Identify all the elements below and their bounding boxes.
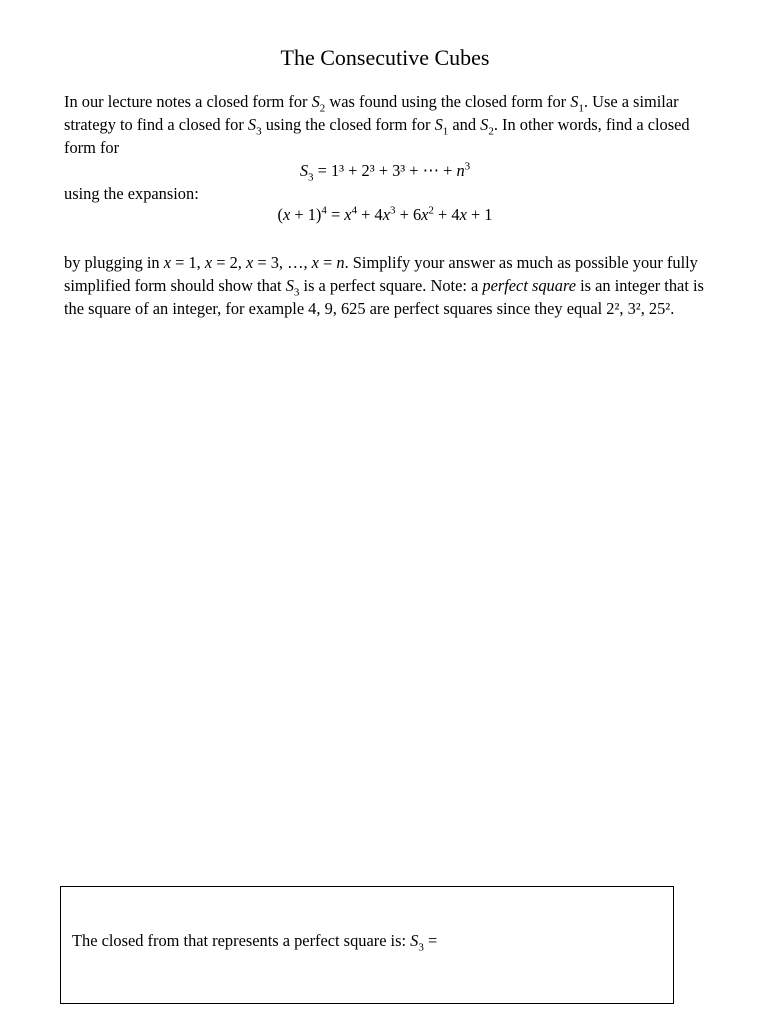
expansion-intro: using the expansion: [64, 184, 199, 203]
answer-box[interactable] [60, 886, 674, 1004]
perfect-square-term: perfect square [482, 276, 576, 295]
answer-prompt: The closed from that represents a perfect square is: $S_3$ = [72, 931, 438, 954]
binomial-expansion-equation: $(x + 1)^4 = x^4 + 4x^3 + 6x^2 + 4x + 1$ [277, 204, 493, 224]
instructions-paragraph: by plugging in x = 1, x = 2, x = 3, …, x = n. Simplify your answer as much as possible your fully simplified form should show that $S_3$ is a perfect square. Note: a perfect square is an integer that is the square of an integer, for example 4, 9, 625 are perfect squares since they equal 2², 3², 25². [64, 253, 704, 318]
page-title: The Consecutive Cubes [280, 45, 490, 70]
sum-of-cubes-equation: $S_3 = 1^3 + 2^3 + 3^3$ + ⋯ + $n^3$ [299, 160, 471, 184]
intro-paragraph: In our lecture notes a closed form for $S_2$ was found using the closed form for $S_1$. Use a similar strategy to find a closed for $S_3$ using the closed form for $S_1$ and $S_2$. In other words, find a closed form for [64, 92, 690, 157]
